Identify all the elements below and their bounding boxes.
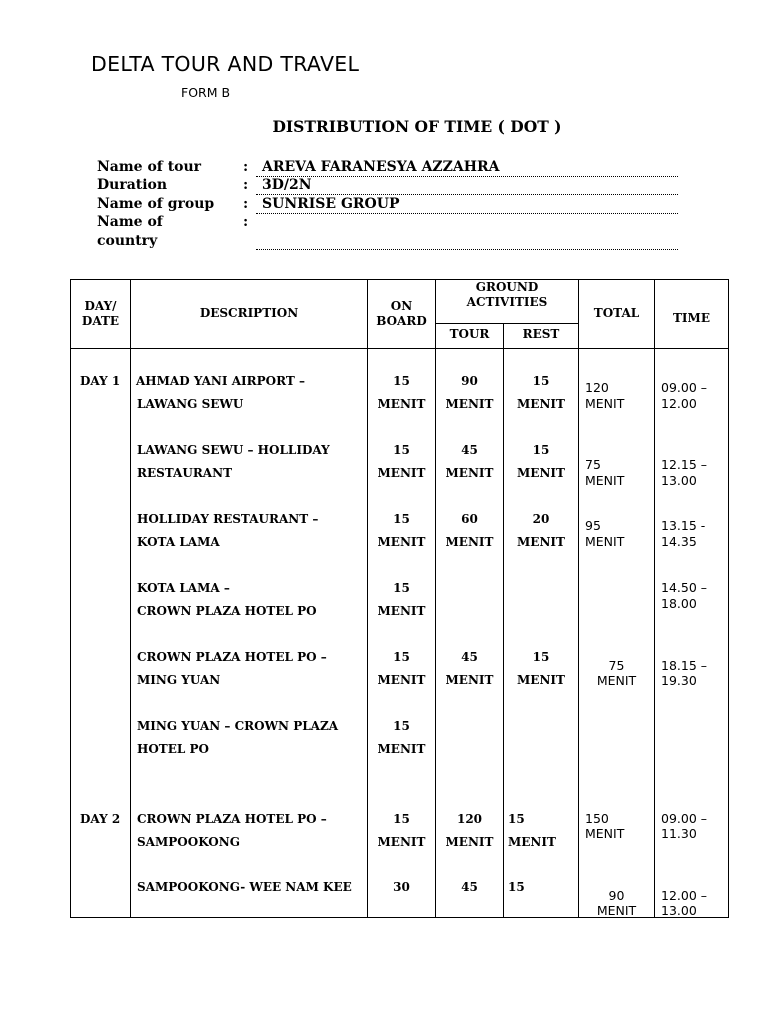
row-time-start: 12.00 – xyxy=(661,888,708,903)
row-description-line1: SAMPOOKONG- WEE NAM KEE xyxy=(137,880,352,894)
row-rest-value: 15 xyxy=(532,443,550,457)
row-description-line1: KOTA LAMA – xyxy=(137,581,230,595)
row-tour-unit: MENIT xyxy=(445,466,494,480)
header-time: TIME xyxy=(673,311,710,325)
row-time-start: 18.15 – xyxy=(661,658,708,673)
grid-line xyxy=(503,324,504,917)
row-total-unit: MENIT xyxy=(585,826,625,841)
row-tour-value: 45 xyxy=(461,880,478,894)
grid-line xyxy=(71,348,728,349)
row-description-line2: KOTA LAMA xyxy=(137,535,220,549)
header-day-line1: DAY/ xyxy=(84,299,117,313)
duration-value: 3D/2N xyxy=(262,177,312,193)
row-tour-unit: MENIT xyxy=(445,835,494,849)
group-name-label: Name of group xyxy=(97,196,215,212)
tour-name-dotted-line xyxy=(256,176,678,177)
row-time-start: 09.00 – xyxy=(661,380,708,395)
row-total-unit: MENIT xyxy=(596,903,637,918)
row-total-unit: MENIT xyxy=(585,396,625,411)
row-onboard-value: 15 xyxy=(393,650,410,664)
row-tour-value: 120 xyxy=(456,812,483,826)
row-tour-unit: MENIT xyxy=(445,673,494,687)
header-ground-line1: GROUND xyxy=(475,280,539,294)
row-tour-unit: MENIT xyxy=(445,397,494,411)
row-tour-value: 90 xyxy=(461,374,478,388)
row-rest-unit: MENIT xyxy=(517,397,565,411)
row-rest-unit: MENIT xyxy=(508,835,556,849)
row-onboard-value: 15 xyxy=(393,812,410,826)
header-ground-line2: ACTIVITIES xyxy=(466,295,548,309)
row-onboard-value: 15 xyxy=(393,374,410,388)
row-total-value: 120 xyxy=(585,380,609,395)
row-time-start: 13.15 - xyxy=(661,518,706,533)
group-name-dotted-line xyxy=(256,213,678,214)
row-description-line2: LAWANG SEWU xyxy=(137,397,244,411)
row-description-line2: SAMPOOKONG xyxy=(137,835,240,849)
grid-line xyxy=(578,280,579,917)
row-total-value: 90 xyxy=(608,888,625,903)
header-ground-activities xyxy=(436,280,578,310)
row-onboard-unit: MENIT xyxy=(377,397,426,411)
row-description-line2: RESTAURANT xyxy=(137,466,233,480)
row-description-line2: HOTEL PO xyxy=(137,742,209,756)
row-onboard-unit: MENIT xyxy=(377,604,426,618)
grid-line xyxy=(436,323,578,324)
duration-colon: : xyxy=(243,177,249,193)
dot-table xyxy=(70,279,729,918)
row-total-value: 150 xyxy=(585,811,609,826)
row-rest-value: 15 xyxy=(508,812,525,826)
header-description: DESCRIPTION xyxy=(199,306,299,320)
country-dotted-line xyxy=(256,249,678,250)
tour-name-colon: : xyxy=(243,159,249,175)
row-onboard-unit: MENIT xyxy=(377,466,426,480)
country-label-line1: Name of xyxy=(97,214,163,230)
row-onboard-value: 15 xyxy=(393,443,410,457)
row-onboard-value: 15 xyxy=(393,581,410,595)
header-day-line2: DATE xyxy=(81,314,120,328)
row-onboard-unit: MENIT xyxy=(377,835,426,849)
row-description-line1: HOLLIDAY RESTAURANT – xyxy=(137,512,319,526)
row-onboard-value: 15 xyxy=(393,512,410,526)
row-total-unit: MENIT xyxy=(585,473,625,488)
grid-line xyxy=(654,280,655,917)
row-description-line1: CROWN PLAZA HOTEL PO – xyxy=(137,650,327,664)
row-tour-value: 60 xyxy=(461,512,478,526)
row-time-end: 13.00 xyxy=(661,473,697,488)
row-rest-value: 15 xyxy=(508,880,525,894)
row-onboard-unit: MENIT xyxy=(377,535,426,549)
row-description-line2: MING YUAN xyxy=(137,673,221,687)
header-tour: TOUR xyxy=(449,327,490,341)
row-total-value: 75 xyxy=(608,658,625,673)
header-rest: REST xyxy=(522,327,560,341)
row-tour-value: 45 xyxy=(461,650,478,664)
row-rest-value: 15 xyxy=(532,374,550,388)
header-on-board xyxy=(368,299,435,329)
row-day: DAY 2 xyxy=(80,812,121,826)
header-day-date xyxy=(71,299,130,329)
row-time-start: 09.00 – xyxy=(661,811,708,826)
row-onboard-value: 15 xyxy=(393,719,410,733)
row-description-line1: AHMAD YANI AIRPORT – xyxy=(136,374,305,388)
header-total: TOTAL xyxy=(593,306,640,320)
row-time-end: 12.00 xyxy=(661,396,697,411)
row-time-end: 11.30 xyxy=(661,826,697,841)
row-time-start: 14.50 – xyxy=(661,580,708,595)
row-rest-unit: MENIT xyxy=(517,673,565,687)
tour-name-label: Name of tour xyxy=(97,159,202,175)
row-time-end: 19.30 xyxy=(661,673,697,688)
row-time-end: 18.00 xyxy=(661,596,697,611)
row-onboard-unit: MENIT xyxy=(377,742,426,756)
header-on-line2: BOARD xyxy=(376,314,427,328)
duration-label: Duration xyxy=(97,177,168,193)
row-description-line2: CROWN PLAZA HOTEL PO xyxy=(137,604,317,618)
country-label-line2: country xyxy=(97,233,158,249)
document-title: DISTRIBUTION OF TIME ( DOT ) xyxy=(272,117,562,136)
row-onboard-unit: MENIT xyxy=(377,673,426,687)
row-time-end: 13.00 xyxy=(661,903,697,918)
duration-dotted-line xyxy=(256,194,678,195)
row-description-line1: MING YUAN – CROWN PLAZA xyxy=(137,719,339,733)
group-name-value: SUNRISE GROUP xyxy=(262,196,400,212)
row-description-line1: CROWN PLAZA HOTEL PO – xyxy=(137,812,327,826)
row-total-value: 75 xyxy=(585,457,601,472)
row-onboard-value: 30 xyxy=(393,880,410,894)
row-rest-unit: MENIT xyxy=(517,535,565,549)
row-time-start: 12.15 – xyxy=(661,457,708,472)
form-label: FORM B xyxy=(181,85,231,100)
row-rest-value: 15 xyxy=(532,650,550,664)
row-total-unit: MENIT xyxy=(585,534,625,549)
header-on-line1: ON xyxy=(390,299,413,313)
group-name-colon: : xyxy=(243,196,249,212)
company-name: DELTA TOUR AND TRAVEL xyxy=(91,52,360,76)
row-rest-unit: MENIT xyxy=(517,466,565,480)
row-tour-unit: MENIT xyxy=(445,535,494,549)
row-day: DAY 1 xyxy=(80,374,121,388)
row-total-unit: MENIT xyxy=(596,673,637,688)
row-total-value: 95 xyxy=(585,518,601,533)
grid-line xyxy=(130,280,131,917)
row-tour-value: 45 xyxy=(461,443,478,457)
row-description-line1: LAWANG SEWU – HOLLIDAY xyxy=(137,443,330,457)
row-rest-value: 20 xyxy=(532,512,550,526)
tour-name-value: AREVA FARANESYA AZZAHRA xyxy=(262,159,500,175)
row-time-end: 14.35 xyxy=(661,534,697,549)
country-colon: : xyxy=(243,214,249,230)
